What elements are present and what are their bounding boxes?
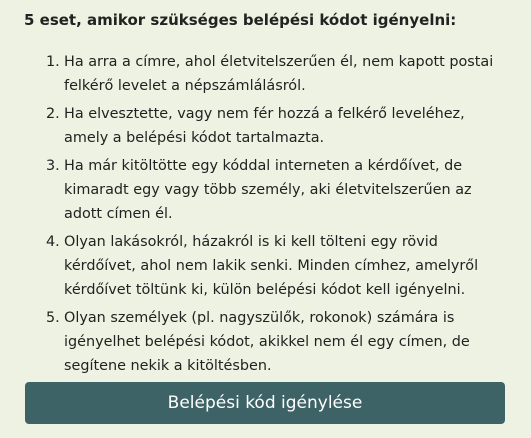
list-item-text: Olyan személyek (pl. nagyszülők, rokonok) számára is igényelhet belépési kódot, akikkel nem él egy címen, de segítene nekik a kitöltésben. xyxy=(64,310,470,374)
list-item-number: 4. xyxy=(46,234,60,250)
list-item-text: Ha már kitöltötte egy kóddal interneten a kérdőívet, de kimaradt egy vagy több személy, aki életvitelszerűen az adott címen él. xyxy=(64,158,472,222)
list-item xyxy=(0,154,504,226)
list-item-text: Ha elvesztette, vagy nem fér hozzá a felkérő leveléhez, amely a belépési kódot tartalmazta. xyxy=(64,106,465,146)
list-item xyxy=(0,50,504,98)
list-item-text: Ha arra a címre, ahol életvitelszerűen él, nem kapott postai felkérő levelet a népszámlálásról. xyxy=(64,54,494,94)
request-code-button[interactable]: Belépési kód igénylése xyxy=(25,382,505,424)
list-item-number: 2. xyxy=(46,106,60,122)
list-item-number: 3. xyxy=(46,158,60,174)
case-list xyxy=(0,50,504,382)
list-item xyxy=(0,230,504,302)
list-item xyxy=(0,102,504,150)
section-heading: 5 eset, amikor szükséges belépési kódot igényelni: xyxy=(24,11,457,29)
list-item xyxy=(0,306,504,378)
list-item-text: Olyan lakásokról, házakról is ki kell tölteni egy rövid kérdőívet, ahol nem lakik senki. Minden címhez, amelyről kérdőívet töltünk ki, külön belépési kódot kell igényelni. xyxy=(64,234,479,298)
list-item-number: 1. xyxy=(46,54,60,70)
list-item-number: 5. xyxy=(46,310,60,326)
